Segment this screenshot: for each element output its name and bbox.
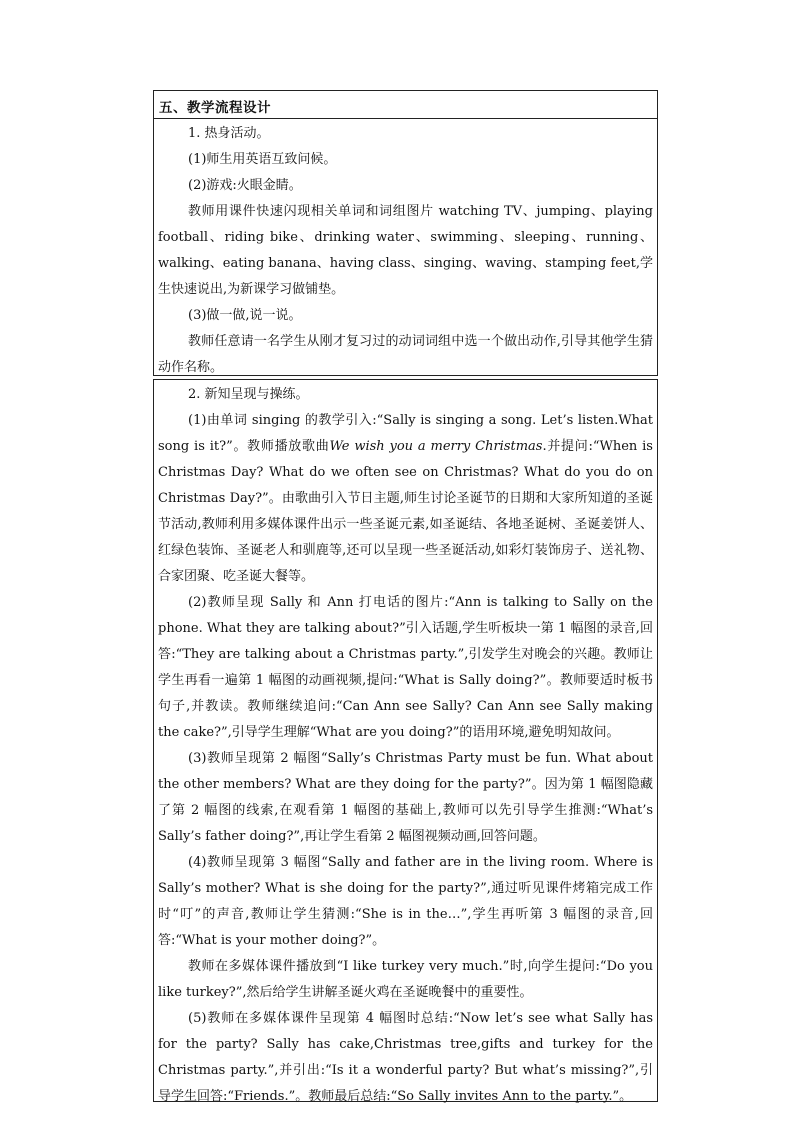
teaching-process-table-part1 (153, 90, 658, 376)
presentation-step-4: (4)教师呈现第 3 幅图“Sally and father are in the living room. Where is Sally’s mother? What is she doing for the party?”,通过听见课件烤箱完成工作时“叮”的声音,教师让学生猜测:“She is in the…”,学生再听第 3 幅图的录音,回答:“What is your mother doing?”。 (158, 855, 653, 948)
section-title: 五、教学流程设计 (159, 100, 271, 116)
step-1-text-b: .并提问:“When is Christmas Day? What do we often see on Christmas? What do you do on Christmas Day?”。由歌曲引入节日主题,师生讨论圣诞节的日期和大家所知道的圣诞节活动,教师利用多媒体课件出示一些圣诞元素,如圣诞结、各地圣诞树、圣诞姜饼人、红绿色装饰、圣诞老人和驯鹿等,还可以呈现一些圣诞活动,如彩灯装饰房子、送礼物、合家团聚、吃圣诞大餐等。 (158, 439, 653, 584)
song-title: We wish you a merry Christmas (329, 439, 543, 454)
table-divider (154, 118, 657, 119)
step-1-text-a: (1)由单词 singing 的教学引入:“Sally is singing a song. Let’s listen.What song is it?”。教师播放歌曲 (158, 413, 653, 454)
warmup-step-2: (2)游戏:火眼金睛。 (188, 178, 302, 193)
section2-content (158, 382, 653, 1110)
teaching-process-table-part2 (153, 379, 658, 1102)
warmup-step-3: (3)做一做,说一说。 (188, 308, 302, 323)
presentation-step-3: (3)教师呈现第 2 幅图“Sally’s Christmas Party must be fun. What about the other members? What are they doing for the party?”。因为第 1 幅图隐藏了第 2 幅图的线索,在观看第 1 幅图的基础上,教师可以先引导学生推测:“What’s Sally’s father doing?”,再让学生看第 2 幅图视频动画,回答问题。 (158, 751, 653, 844)
presentation-step-4-detail: 教师在多媒体课件播放到“I like turkey very much.”时,向学生提问:“Do you like turkey?”,然后给学生讲解圣诞火鸡在圣诞晚餐中的重要性。 (158, 959, 653, 1000)
warmup-step-3-detail: 教师任意请一名学生从刚才复习过的动词词组中选一个做出动作,引导其他学生猜动作名称。 (158, 334, 653, 375)
presentation-heading: 2. 新知呈现与操练。 (188, 387, 309, 402)
presentation-step-1 (158, 408, 653, 590)
section1-content (158, 121, 653, 381)
warmup-step-1: (1)师生用英语互致问候。 (188, 152, 337, 167)
presentation-step-5: (5)教师在多媒体课件呈现第 4 幅图时总结:“Now let’s see what Sally has for the party? Sally has cake,Christmas tree,gifts and turkey for the Christmas party.”,并引出:“Is it a wonderful party? But what’s missing?”,引导学生回答:“Friends.”。教师最后总结:“So Sally invites Ann to the party.”。 (158, 1011, 653, 1104)
presentation-step-2: (2)教师呈现 Sally 和 Ann 打电话的图片:“Ann is talking to Sally on the phone. What they are talking about?”引入话题,学生听板块一第 1 幅图的录音,回答:“They are talking about a Christmas party.”,引发学生对晚会的兴趣。教师让学生再看一遍第 1 幅图的动画视频,提问:“What is Sally doing?”。教师要适时板书句子,并教读。教师继续追问:“Can Ann see Sally? Can Ann see Sally making the cake?”,引导学生理解“What are you doing?”的语用环境,避免明知故问。 (158, 595, 653, 740)
warmup-heading: 1. 热身活动。 (188, 126, 270, 141)
warmup-step-2-detail: 教师用课件快速闪现相关单词和词组图片 watching TV、jumping、playing football、riding bike、drinking water、swimming、sleeping、running、walking、eating banana、having class、singing、waving、stamping feet,学生快速说出,为新课学习做铺垫。 (158, 204, 654, 297)
